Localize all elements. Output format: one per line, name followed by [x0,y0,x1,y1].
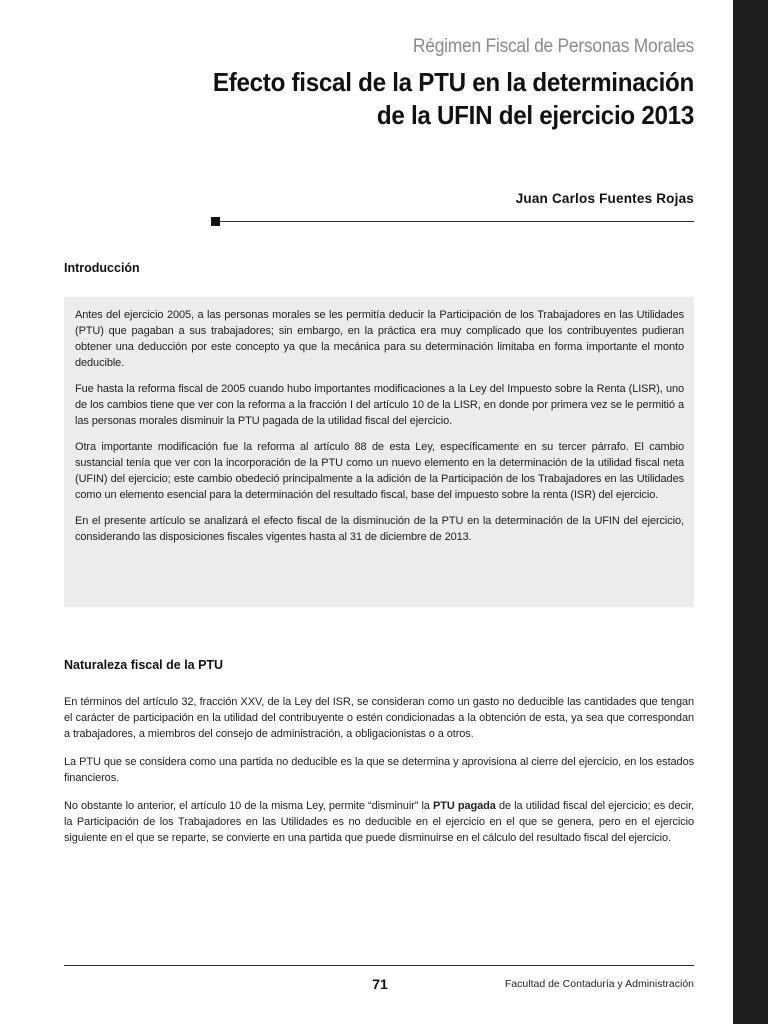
page-number: 71 [372,976,388,992]
article-title-line1: Efecto fiscal de la PTU en la determinación [212,67,694,97]
body-text-run: No obstante lo anterior, el artículo 10 de la misma Ley, permite “disminuir” la [64,800,433,812]
intro-paragraph: Otra importante modificación fue la reforma al artículo 88 de esta Ley, específicamente en su tercer párrafo. El cambio sustancial tenía que ver con la incorporación de la PTU como un nuevo elemento en la determinación de la utilidad fiscal neta (UFIN) del ejercicio; este cambio obedeció principalmente a la adición de la Participación de los Trabajadores en las Utilidades como un elemento esencial para la determinación del resultado fiscal, base del impuesto sobre la renta (ISR) del ejercicio. [75,441,684,501]
divider-square-marker [211,217,220,226]
article-title [60,66,694,132]
intro-box [64,297,694,607]
footer-divider [64,965,694,966]
body-text-run: de la utilidad fiscal del ejercicio; es decir, la Participación de los Trabajadores en las Utilidades es no deducible en el ejercicio en el que se genera, pero en el ejercicio siguiente en el que se reparte, se convierte en una partida que puede disminuirse en el cálculo del resultado fiscal del ejercicio. [64,800,694,844]
body-paragraph [64,798,694,846]
intro-paragraph: Antes del ejercicio 2005, a las personas morales se les permitía deducir la Participación de los Trabajadores en las Utilidades (PTU) que pagaban a sus trabajadores; sin embargo, en la práctica era muy complicado que los contribuyentes pudieran obtener una deducción por este concepto ya que la mecánica para su determinación limitaba en forma importante el monto deducible. [75,309,684,369]
author-name: Juan Carlos Fuentes Rojas [515,191,694,206]
intro-paragraph: Fue hasta la reforma fiscal de 2005 cuando hubo importantes modificaciones a la Ley del Impuesto sobre la Renta (LISR), uno de los cambios tiene que ver con la reforma a la fracción I del artículo 10 de la LISR, en donde por primera vez se le permitió a las personas morales disminuir la PTU pagada de la utilidad fiscal del ejercicio. [75,383,684,427]
intro-paragraph: En el presente artículo se analizará el efecto fiscal de la disminución de la PTU en la determinación de la UFIN del ejercicio, considerando las disposiciones fiscales vigentes hasta al 31 de diciembre de 2013. [75,515,684,543]
section-title: Régimen Fiscal de Personas Morales [412,36,694,57]
article-title-line2: de la UFIN del ejercicio 2013 [376,100,694,130]
naturaleza-heading: Naturaleza fiscal de la PTU [64,658,224,672]
title-divider [215,221,694,222]
body-paragraph: La PTU que se considera como una partida no deducible es la que se determina y aprovisiona al cierre del ejercicio, en los estados financieros. [64,756,694,784]
ptu-pagada-emphasis: PTU pagada [433,800,496,812]
naturaleza-body [64,694,694,858]
footer-institution: Facultad de Contaduría y Administración [504,978,694,990]
body-paragraph: En términos del artículo 32, fracción XXV, de la Ley del ISR, se consideran como un gasto no deducible las cantidades que tengan el carácter de participación en la utilidad del contribuyente o estén condicionadas a la obtención de esta, ya sea que correspondan a trabajadores, a miembros del consejo de administración, a obligacionistas o a otros. [64,696,694,740]
intro-heading: Introducción [64,261,140,275]
side-margin-bar [733,0,768,1024]
